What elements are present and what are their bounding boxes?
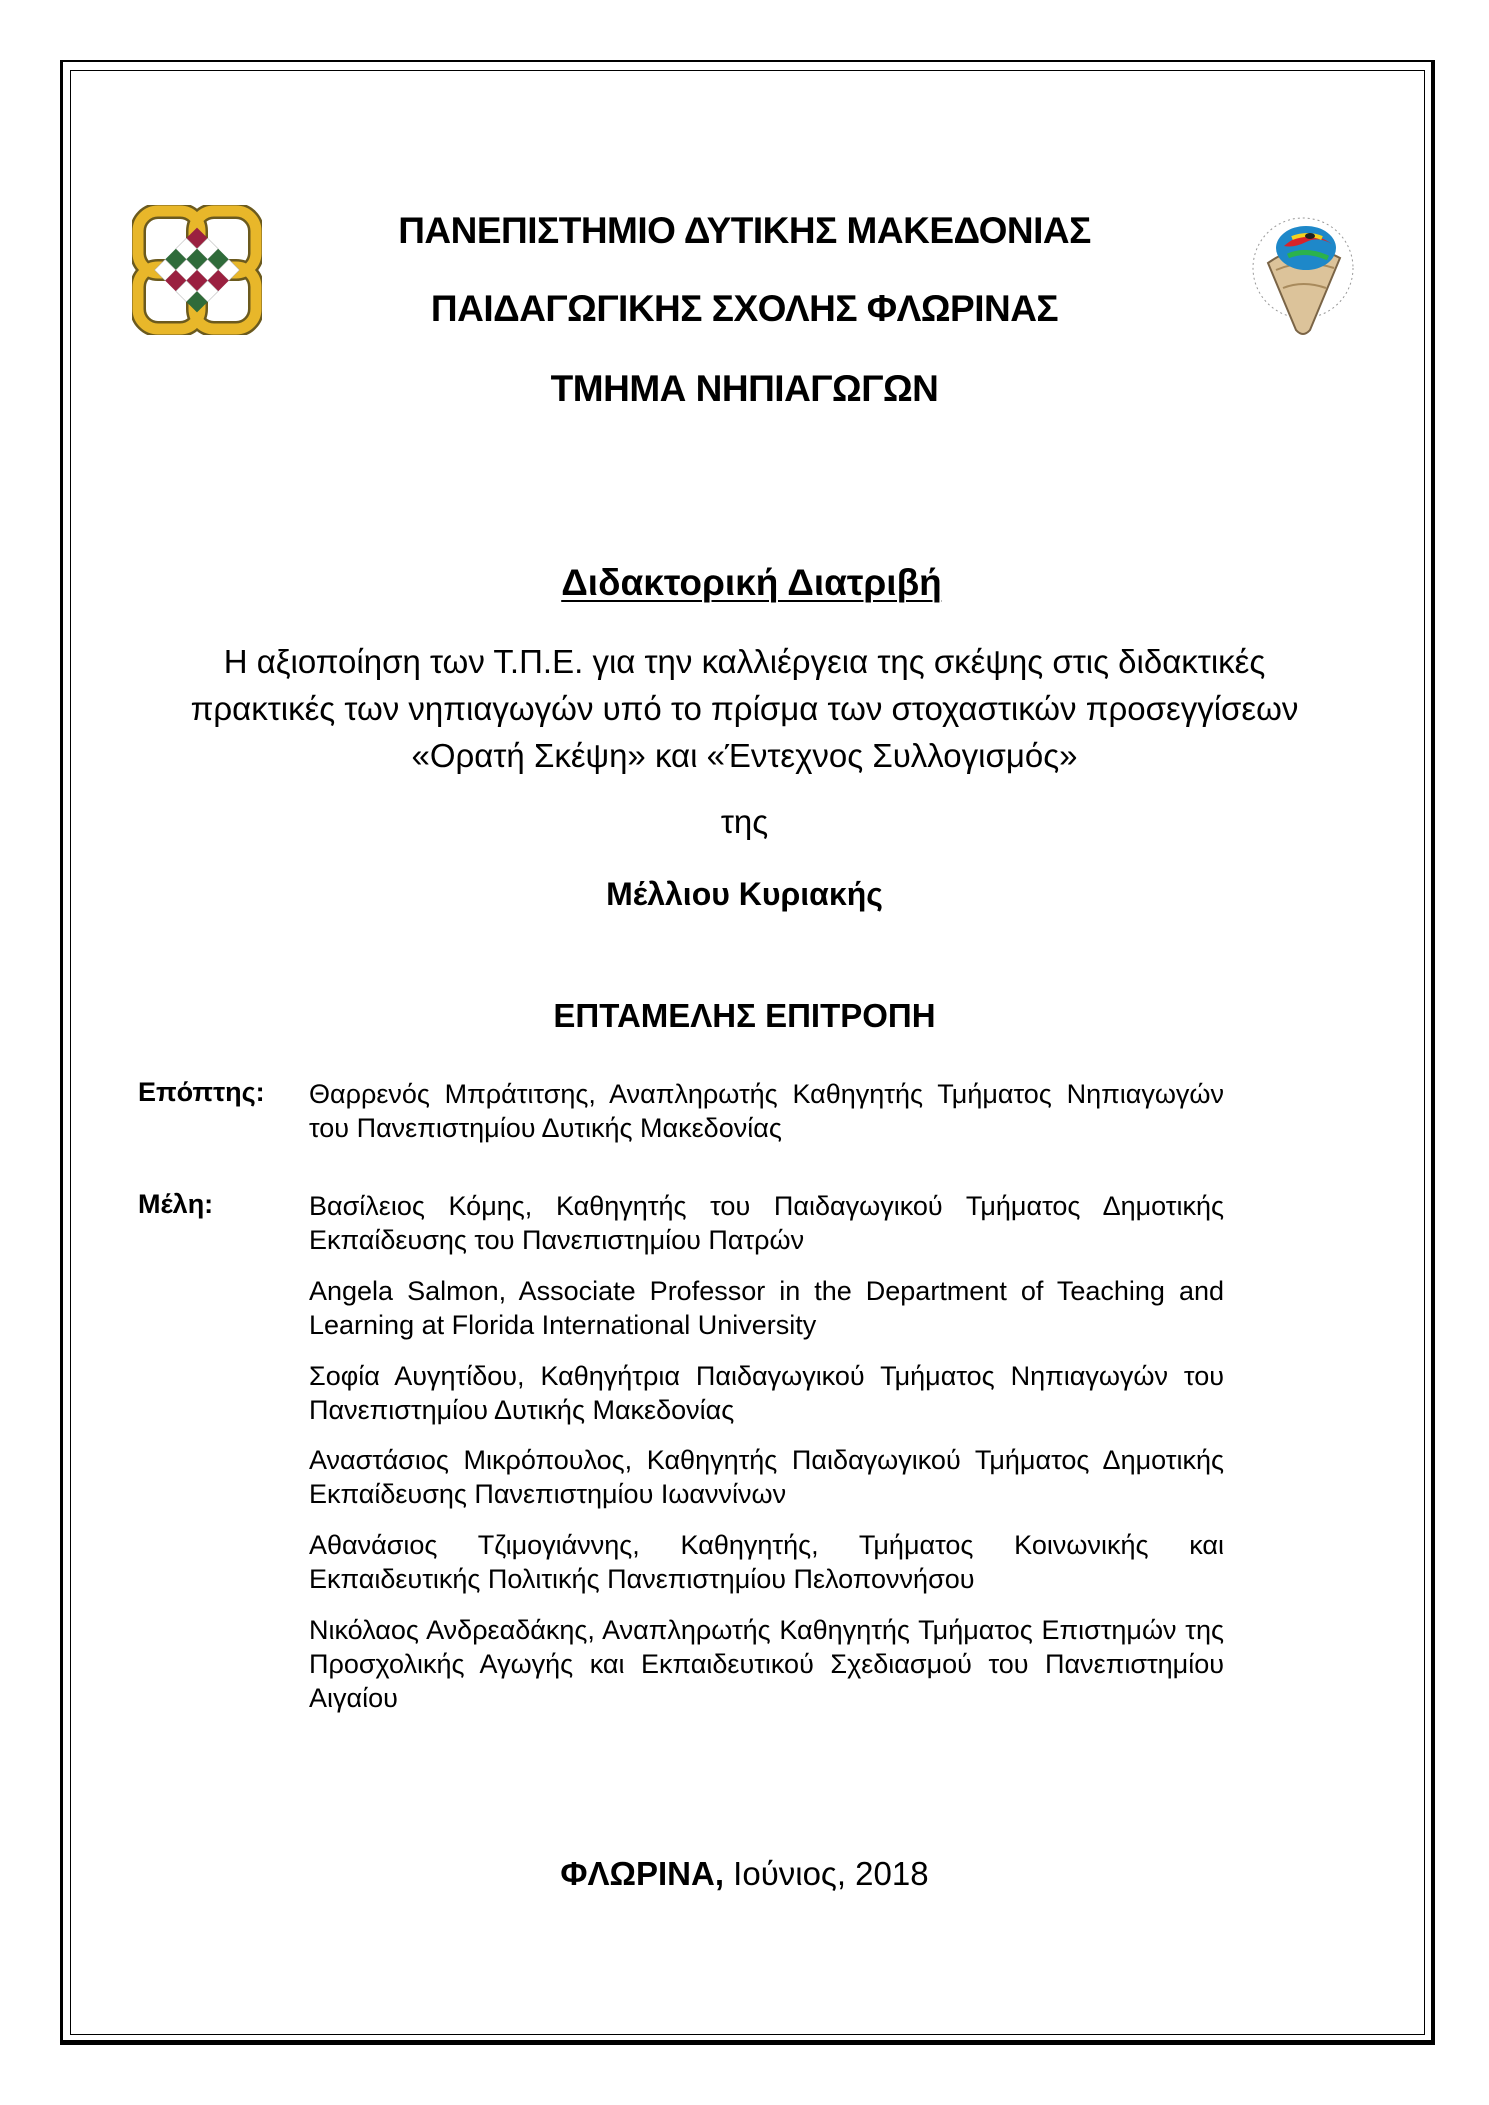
footer-date: Ιούνιος, 2018 bbox=[733, 1855, 929, 1892]
member-entry: Βασίλειος Κόμης, Καθηγητής του Παιδαγωγικού Τμήματος Δημοτικής Εκπαίδευσης του Πανεπιστημίου Πατρών bbox=[309, 1191, 1224, 1255]
of-word: της bbox=[720, 803, 769, 840]
thesis-title bbox=[120, 638, 1369, 779]
footer-place-date bbox=[0, 1855, 1489, 1893]
member-entry: Αναστάσιος Μικρόπουλος, Καθηγητής Παιδαγωγικού Τμήματος Δημοτικής Εκπαίδευσης Πανεπιστημίου Ιωαννίνων bbox=[309, 1445, 1224, 1509]
committee-title: ΕΠΤΑΜΕΛΗΣ ΕΠΙΤΡΟΠΗ bbox=[553, 997, 936, 1034]
member-entry: Αθανάσιος Τζιμογιάννης, Καθηγητής, Τμήματος Κοινωνικής και Εκπαιδευτικής Πολιτικής Πανεπιστημίου Πελοποννήσου bbox=[309, 1530, 1224, 1594]
member-entry: Angela Salmon, Associate Professor in the Department of Teaching and Learning at Florida International University bbox=[309, 1276, 1224, 1340]
department-name: ΤΜΗΜΑ ΝΗΠΙΑΓΩΓΩΝ bbox=[550, 368, 939, 409]
university-name: ΠΑΝΕΠΙΣΤΗΜΙΟ ΔΥΤΙΚΗΣ ΜΑΚΕΔΟΝΙΑΣ bbox=[398, 210, 1091, 251]
author-name: Μέλλιου Κυριακής bbox=[606, 876, 883, 912]
thesis-title-line: πρακτικές των νηπιαγωγών υπό το πρίσμα των στοχαστικών προσεγγίσεων bbox=[190, 690, 1299, 727]
member-entry: Νικόλαος Ανδρεαδάκης, Αναπληρωτής Καθηγητής Τμήματος Επιστημών της Προσχολικής Αγωγής και Εκπαιδευτικού Σχεδιασμού του Πανεπιστημίου Αιγαίου bbox=[309, 1615, 1224, 1713]
supervisor-entry: Θαρρενός Μπράτιτσης, Αναπληρωτής Καθηγητής Τμήματος Νηπιαγωγών του Πανεπιστημίου Δυτικής Μακεδονίας bbox=[309, 1079, 1224, 1143]
thesis-title-line: «Ορατή Σκέψη» και «Έντεχνος Συλλογισμός» bbox=[411, 737, 1078, 774]
thesis-title-line: Η αξιοποίηση των Τ.Π.Ε. για την καλλιέργεια της σκέψης στις διδακτικές bbox=[223, 643, 1266, 680]
footer-place: ΦΛΩΡΙΝΑ, bbox=[560, 1855, 724, 1892]
document-type-label: Διδακτορική Διατριβή bbox=[561, 562, 942, 603]
member-entry: Σοφία Αυγητίδου, Καθηγήτρια Παιδαγωγικού Τμήματος Νηπιαγωγών του Πανεπιστημίου Δυτικής Μακεδονίας bbox=[309, 1361, 1224, 1425]
supervisor-label: Επόπτης: bbox=[138, 1077, 265, 1107]
page-border-inner bbox=[70, 70, 1425, 2035]
document-type bbox=[0, 562, 1489, 604]
members-label: Μέλη: bbox=[138, 1189, 214, 1219]
school-name: ΠΑΙΔΑΓΩΓΙΚΗΣ ΣΧΟΛΗΣ ΦΛΩΡΙΝΑΣ bbox=[430, 288, 1059, 329]
